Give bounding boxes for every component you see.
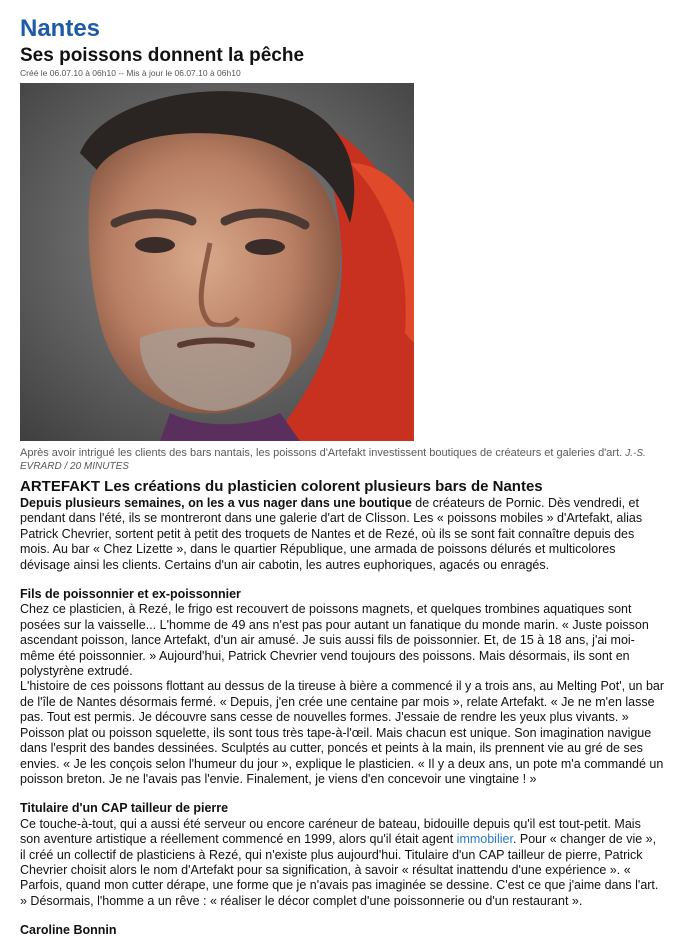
section1-paragraph-1: Chez ce plasticien, à Rezé, le frigo est recouvert de poissons magnets, et quelques trombines aquatiques sont posées sur la vaisselle... L'homme de 49 ans n'est pas pour autant un fanatique du monde marin. « Juste poisson ascendant poisson, lance Artefakt, d'un air amusé. Je suis aussi fils de poissonnier. Et, de 15 à 18 ans, j'ai moi-même été poissonnier. » Aujourd'hui, Patrick Chevrier vend toujours des poissons. Mais désormais, ils sont en polystyrène extrudé. [20, 602, 649, 679]
article-title: Ses poissons donnent la pêche [20, 45, 305, 66]
section2-paragraph [20, 817, 664, 909]
photo-credit: J.-S. EVRARD / 20 MINUTES [20, 448, 646, 472]
caption-text: Après avoir intrigué les clients des bars nantais, les poissons d'Artefakt investissent boutiques de créateurs et galeries d'art. [20, 447, 623, 459]
portrait-photo [20, 83, 414, 441]
section2-text-after: . Pour « changer de vie », il créé un collectif de plasticiens à Rezé, qui n'existe plus aujourd'hui. Titulaire d'un CAP tailleur de pierre, Patrick Chevrier choisit alors le nom d'Artefakt pour sa signification, à savoir « résultat inattendu d'une expérience ». « Parfois, quand mon cutter dérape, une forme que je n'avais pas imaginée se dessine. C'est ce que j'aime dans l'art. » Désormais, l'homme a un rêve : « réaliser le décor complet d'une poissonnerie ou d'un restaurant ». [20, 832, 659, 908]
section2-text-before: Ce touche-à-tout, qui a aussi été serveur ou encore caréneur de bateau, bidouille depuis qu'il est tout-petit. Mais son aventure artistique a réellement commencé en 1999, alors qu'il était agent [20, 816, 641, 847]
section1-paragraph-2: L'histoire de ces poissons flottant au dessus de la tireuse à bière a commencé il y a trois ans, au Melting Pot', un bar de l'île de Nantes désormais fermé. « Depuis, j'en crée une centaine par mois », relate Artefakt. « Je ne m'en lasse pas. Tout est permis. Je découvre sans cesse de nouvelles formes. J'essaie de rendre les yeux plus vivants. » [20, 679, 665, 725]
article-subhead: ARTEFAKT Les créations du plasticien colorent plusieurs bars de Nantes [20, 478, 543, 495]
intro-paragraph [20, 496, 664, 573]
section-title[interactable]: Nantes [20, 15, 101, 42]
section2-heading: Titulaire d'un CAP tailleur de pierre [20, 801, 229, 816]
article-author: Caroline Bonnin [20, 923, 117, 938]
photo-caption [20, 447, 664, 473]
section1-paragraph-3: Poisson plat ou poisson squelette, ils sont tous très tape-à-l'œil. Mais chacun est unique. Son imagination navigue dans l'esprit des bandes dessinées. Sculptés au cutter, poncés et peints à la main, ils prennent vie au gré de ses envies. « Je les conçois selon l'humeur du jour », explique le plasticien. « Il y a deux ans, un pote m'a commandé un poisson breton. Je ne l'avais pas l'envie. Finalement, je viens d'en concevoir une vingtaine ! » [20, 725, 664, 786]
immobilier-link[interactable]: immobilier [456, 832, 513, 847]
intro-rest: de créateurs de Pornic. Dès vendredi, et pendant dans l'été, ils se montreront dans une galerie d'art de Clisson. Les « poissons mobiles » d'Artefakt, alias Patrick Chevrier, sortent petit à petit des troquets de Nantes et de Rezé, où ils se sont fait connaître depuis des mois. Au bar « Chez Lizette », dans le quartier République, une armada de poissons délurés et multicolores dévisage ainsi les clients. Certains d'un air cabotin, les autres euphoriques, agacés ou enragés. [20, 496, 643, 572]
section1-heading: Fils de poissonnier et ex-poissonnier [20, 587, 241, 602]
article-timestamp: Créé le 06.07.10 à 06h10 -- Mis à jour le 06.07.10 à 06h10 [20, 68, 241, 78]
intro-lead: Depuis plusieurs semaines, on les a vus nager dans une boutique [20, 496, 412, 510]
article [20, 14, 664, 938]
article-photo [20, 83, 414, 441]
